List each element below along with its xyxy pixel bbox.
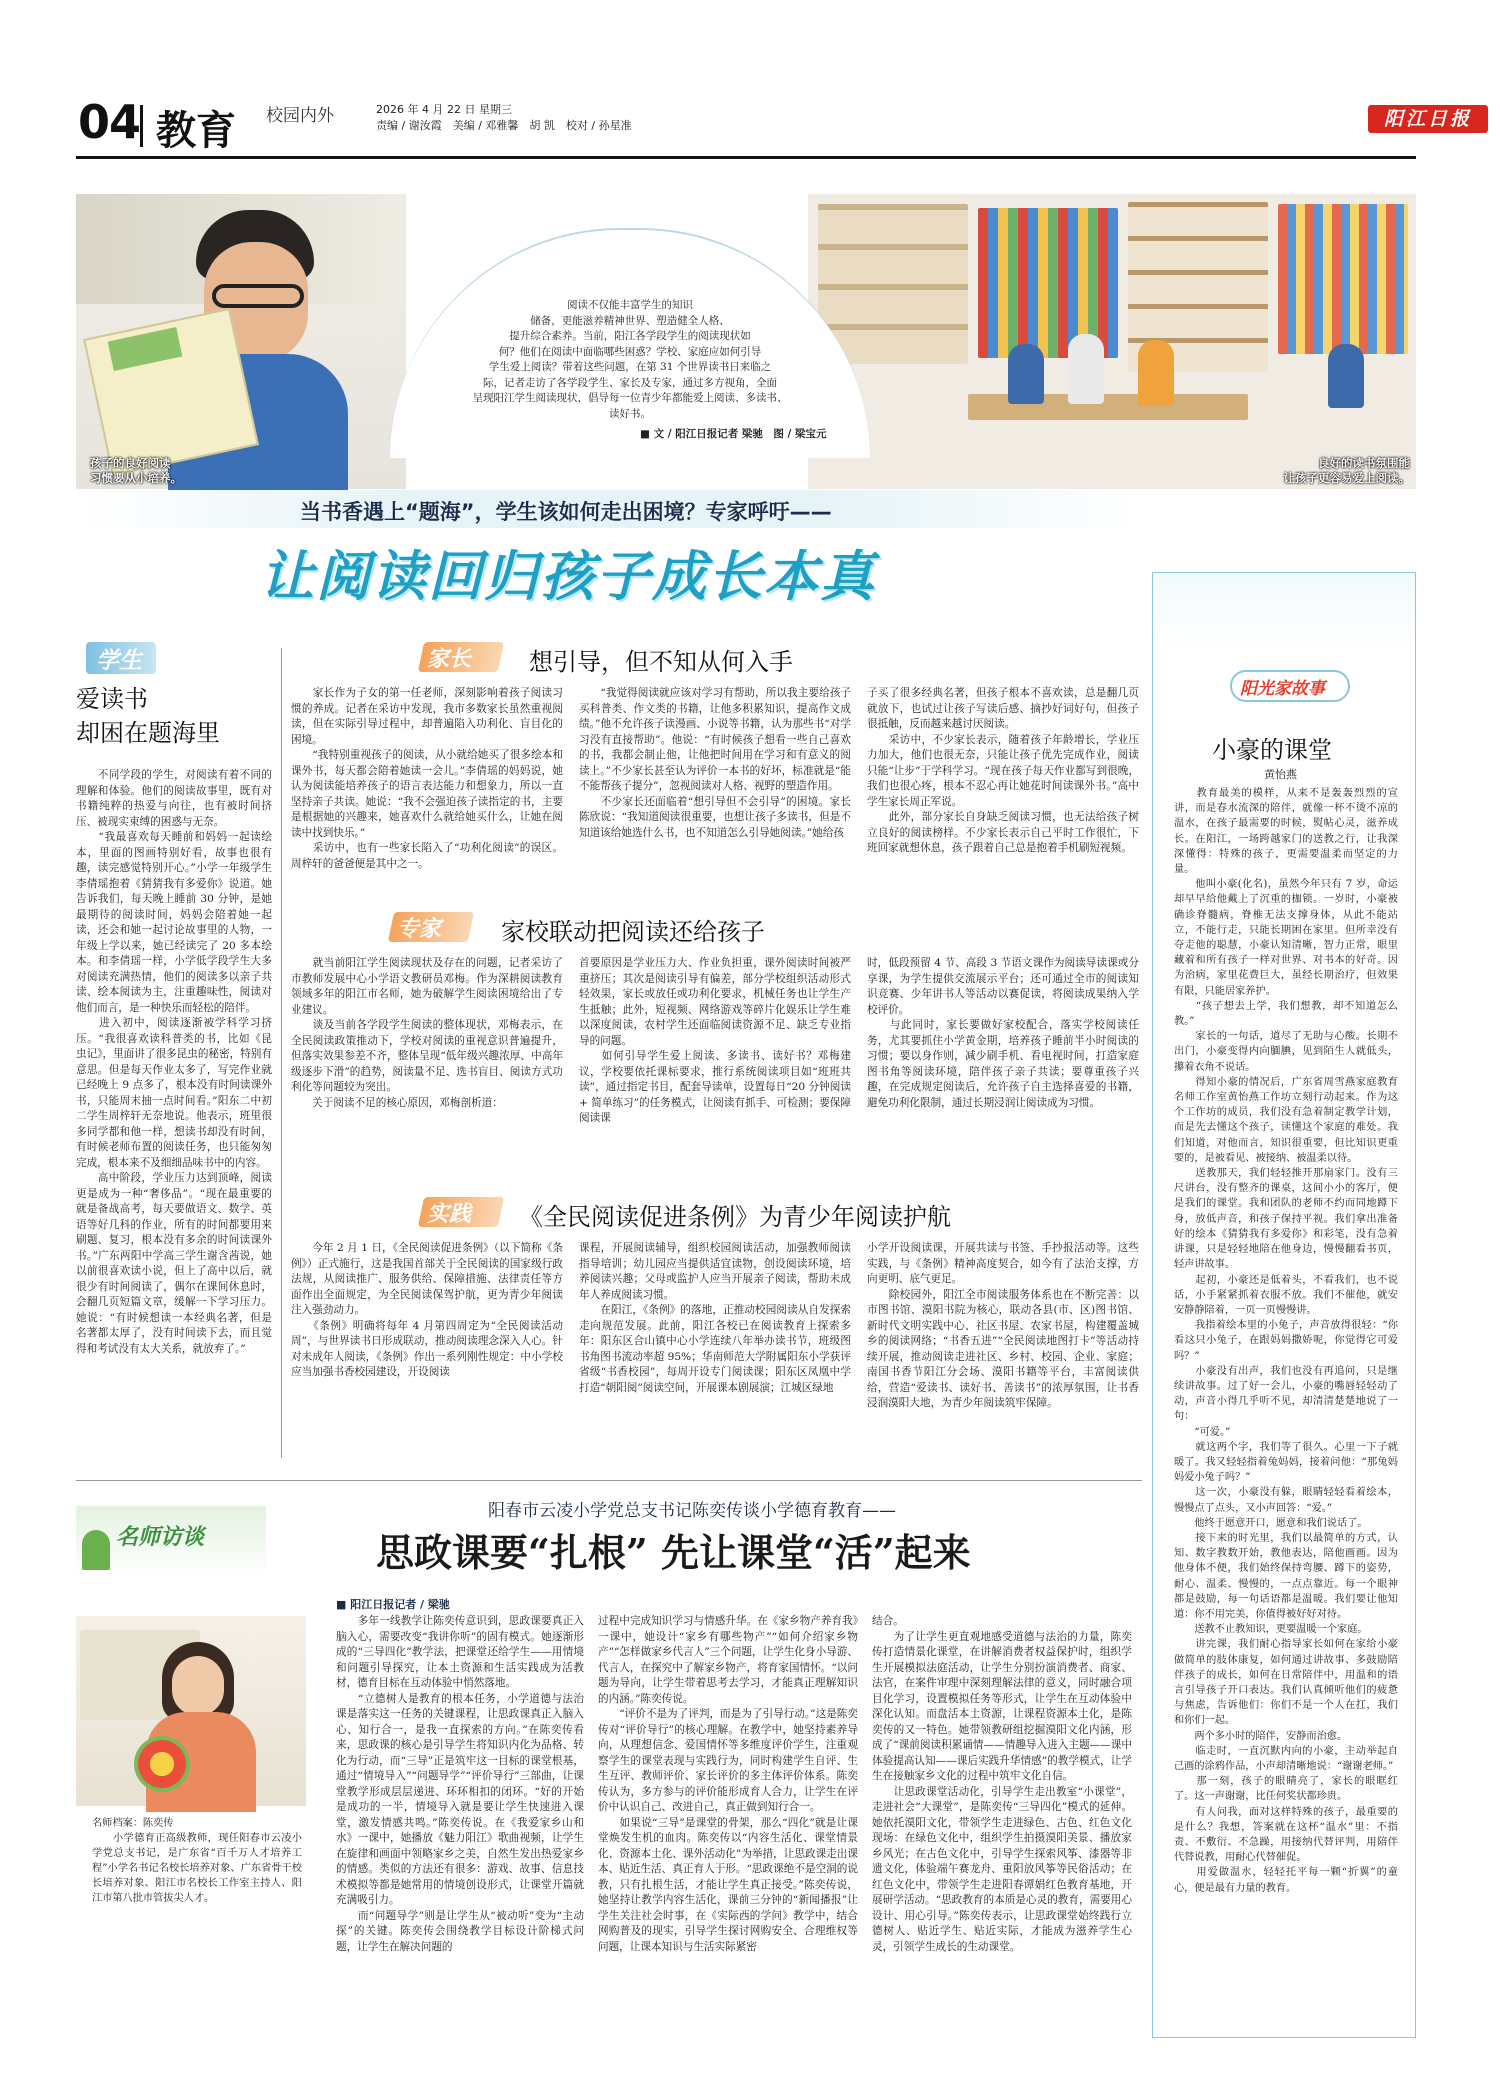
parents-col1: 家长作为子女的第一任老师，深刻影响着孩子阅读习惯的养成。记者在采访中发现，我市多数家长虽然重视阅读，但在实际引导过程中，却普遍陷入功利化、盲目化的困境。 “我特别重视孩子的阅读，从小就给她买了很多绘本和课外书，每天都会陪着她读一会儿。”李倩瑶的妈妈说，她认为阅读能培养孩子的语言表达能力和想象力，所以一直坚持亲子共读。她说：“我不会强迫孩子读指定的书，主要是根据她的兴趣来，她喜欢什么就给她买什么，让她在阅读中找到快乐。” 采访中，也有一些家长陷入了“功利化阅读”的误区。周梓轩的爸爸便是其中之一。	[291, 687, 563, 870]
kid-figure-4	[1328, 344, 1364, 408]
bookshelf-1	[818, 204, 968, 364]
experts-col3: 时，低段预留 4 节、高段 3 节语文课作为阅读导读课或分享课，为学生提供交流展示平台；还可通过全市的阅读知识竞赛、少年讲书人等活动以赛促读，将阅读成果纳入学校评价。 与此同时，家长要做好家校配合，落实学校阅读任务，尤其要抓住小学黄金期，培养孩子睡前半小时阅读的习惯；要以身作则，减少刷手机、看电视时间，打造家庭图书角等阅读环境，陪伴孩子亲子共读；要尊重孩子兴趣，在完成规定阅读后，允许孩子自主选择喜爱的书籍，避免功利化限制，通过长期浸润让阅读成为习惯。	[867, 957, 1139, 1109]
interview-divider	[76, 1480, 1142, 1481]
experts-tag-label: 专家	[397, 917, 442, 942]
family-story-column	[1152, 560, 1416, 2040]
newspaper-logo: 阳江日报	[1368, 105, 1488, 133]
byline: ■ 文 / 阳江日报记者 梁驰 图 / 梁宝元	[640, 428, 827, 440]
kicker: 当书香遇上“题海”，学生该如何走出困境？专家呼吁——	[300, 500, 832, 524]
column-rule-1	[281, 648, 282, 1458]
teacher-portrait	[76, 1616, 306, 1806]
interview-col3: 结合。 为了让学生更直观地感受道德与法治的力量，陈奕传打造情景化课堂，在讲解消费者权益保护时，组织学生开展模拟法庭活动，让学生分别扮演消费者、商家、法官，在案件审理中深刻理解法律的意义，同时融合项目化学习，设置模拟任务等形式，让学生在互动体验中深化认知。而盘活本土资源，让课程资源本土化，是陈奕传的又一特色。她带领教研组挖掘漠阳文化内涵，形成了“课前阅读积累诵情——情趣导入进入主题——课中体验提高认知——课后实践升华情感”的教学模式，让学生在接触家乡文化的过程中筑牢文化自信。 让思政课堂活动化，引导学生走出教室“小课堂”，走进社会“大课堂”，是陈奕传“三导四化”模式的延伸。她依托漠阳文化，带领学生走进绿色、古色、红色文化现场：在绿色文化中，组织学生拍摄漠阳美景、播放家乡风光；在古色文化中，引导学生探索风筝、漆器等非遗文化，体验端午赛龙舟、重阳放风筝等民俗活动；在红色文化中，带领学生走进阳春谭娟红色教育基地，开展研学活动。“思政教育的本质是心灵的教育，需要用心设计、用心引导。”陈奕传表示，让思政课堂始终践行立德树人、贴近学生、贴近实际，才能成为滋养学生心灵，引领学生成长的生动课堂。	[872, 1615, 1132, 1953]
experts-section	[291, 910, 1141, 1190]
students-tag-label: 学生	[96, 648, 142, 674]
experts-col1: 就当前阳江学生阅读现状及存在的问题，记者采访了市教师发展中心小学语文教研员邓梅。作为深耕阅读教育领域多年的阳江市名师，她为破解学生阅读困境给出了专业建议。 谈及当前各学段学生阅读的整体现状，邓梅表示，在全民阅读政策推动下，学校对阅读的重视意识普遍提升，但落实效果参差不齐，整体呈现“低年级兴趣浓厚、中高年级逐步下滑”的趋势，阅读量不足、选书盲目、阅读方式功利化等问题较为突出。 关于阅读不足的核心原因，邓梅剖析道：	[291, 957, 563, 1109]
tree-icon	[82, 1530, 110, 1570]
column-badge-label: 阳光家故事	[1240, 679, 1325, 699]
interview-col2: 过程中完成知识学习与情感升华。在《家乡物产养育我》一课中，她设计“家乡有哪些物产”“如何介绍家乡物产”“怎样做家乡代言人”三个问题，让学生化身小导游、代言人，在探究中了解家乡物产，将育家国情怀。“以问题为导向，让学生带着思考去学习，才能真正理解知识的内涵。”陈奕传说。 “评价不是为了评判，而是为了引导行动。”这是陈奕传对“评价导行”的核心理解。在教学中，她坚持素养导向，从理想信念、爱国情怀等多维度评价学生，注重观察学生的课堂表现与实践行为，同时构建学生自评、生生互评、教师评价、家长评价的多主体评价体系。陈奕传认为，多方参与的评价能形成育人合力，让学生在评价中认识自己、改进自己，真正做到知行合一。 如果说“三导”是课堂的骨架，那么“四化”就是让课堂焕发生机的血肉。陈奕传以“内容生活化、课堂情景化、资源本土化、课外活动化”为举措，让思政课走出课本、贴近生活、真正育人于形。“思政课绝不是空洞的说教，只有扎根生活，才能让学生真正接受。”陈奕传说，她坚持让教学内容生活化，课前三分钟的“新闻播报”让学生关注社会时事，在《实际西的学问》教学中，结合网购普及的现实，引导学生探讨网购安全、合理维权等问题，让课本知识与生活实际紧密	[598, 1615, 858, 1953]
column-author: 黄怡燕	[1264, 768, 1297, 781]
practice-col3: 小学开设阅读课，开展共读与书签、手抄报活动等。这些实践，与《条例》精神高度契合，如今有了法治支撑，方向更明、底气更足。 除校园外，阳江全市阅读服务体系也在不断完善：以市图书馆、漠阳书院为核心，联动各县(市、区)图书馆、新时代文明实践中心、社区书屋、农家书屋，构建覆盖城乡的阅读网络；“书香五进”“全民阅读地图打卡”等活动持续开展，推动阅读走进社区、乡村、校园、企业、家庭；南国书香节阳江分会场、漠阳书籍等平台，丰富阅读供给，营造“爱读书、读好书、善读书”的浓厚氛围，让书香浸润漠阳大地，为青少年阅读筑牢保障。	[867, 1242, 1139, 1409]
page-number: 04	[78, 95, 141, 149]
glasses-icon	[212, 284, 304, 308]
kid-figure-3	[1138, 340, 1174, 406]
practice-col2: 课程，开展阅读辅导，组织校园阅读活动，加强教师阅读指导培训；幼儿园应当提供适宜读物，创设阅读环境，培养阅读兴趣；父母或监护人应当开展亲子阅读，帮助未成年人养成阅读习惯。 在阳江，《条例》的落地，正推动校园阅读从自发探索走向规范发展。此前，阳江各校已在阅读教育上探索多年：阳东区合山镇中心小学连续八年举办读书节，班级图书角图书流动率超 95%；华南师范大学附属阳东小学获评省级“书香校园”，每周开设专门阅读课；阳东区凤凰中学打造“朝阳阅”阅读空间，开展课本剧展演；江城区绿地	[579, 1242, 851, 1394]
caption-left: 孩子的良好阅读 习惯要从小培养。	[90, 456, 182, 485]
practice-title: 《全民阅读促进条例》为青少年阅读护航	[519, 1203, 951, 1231]
interview-badge: 名师访谈	[116, 1525, 205, 1550]
parents-col3: 子买了很多经典名著，但孩子根本不喜欢读，总是翻几页就放下，也试过让孩子写读后感、摘抄好词好句，但孩子很抵触，反而越来越讨厌阅读。 采访中，不少家长表示，随着孩子年龄增长，学业压力加大，他们也很无奈，只能让孩子优先完成作业，阅读只能“让步”于学科学习。“现在孩子每天作业都写到很晚，我们也很心疼，根本不忍心再让她花时间读课外书。”高中学生家长周正军说。 此外，部分家长自身缺乏阅读习惯，也无法给孩子树立良好的阅读榜样。不少家长表示自己平时工作很忙，下班回家就想休息，孩子跟着自己总是抱着手机刷短视频。	[867, 687, 1139, 854]
bookshelf-2	[978, 208, 1118, 358]
photo-student-reading	[76, 194, 406, 489]
interview-byline: ■ 阳江日报记者 / 梁驰	[336, 1598, 450, 1611]
column-body: 教育最美的模样，从来不是轰轰烈烈的宣讲，而是春水流深的陪伴，就像一杯不烫不凉的温水，在孩子最需要的时候，熨帖心灵，滋养成长。在阳江，一场跨越家门的送教之行，让我深深懂得：特殊的孩子，更需要温柔而坚定的力量。 他叫小豪(化名)，虽然今年只有 7 岁，命运却早早给他戴上了沉重的枷锁。一岁时，小豪被确诊脊髓病，脊椎无法支撑身体，从此不能站立，不能行走，只能长期困在家里。但所幸没有夺走他的聪慧，小豪认知清晰，智力正常，眼里藏着和所有孩子一样对世界、对书本的好奇。因为治病，家里花费巨大，虽经长期治疗，但效果有限，只能居家养护。 “孩子想去上学，我们想教，却不知道怎么教。” 家长的一句话，道尽了无助与心酸。长期不出门，小豪变得内向腼腆，见到陌生人就低头，攥着衣角不说话。 得知小豪的情况后，广东省周雪燕家庭教育名师工作室黄怡燕工作坊立刻行动起来。作为这个工作坊的成员，我们没有急着制定教学计划，而是先去懂这个孩子，读懂这个家庭的难处。我们知道，对他而言，知识很重要，但比知识更重要的，是被看见、被接纳、被温柔以待。 送教那天，我们轻轻推开那扇家门。没有三尺讲台，没有整齐的课桌，这间小小的客厅，便是我们的课堂。我和团队的老师不约而同地蹲下身，放低声音，和孩子保持平视。我们拿出准备好的绘本《猜猜我有多爱你》和彩笔，没有急着讲课，只是轻轻地陪在他身边，慢慢翻看书页，轻声讲故事。 起初，小豪还是低着头，不看我们，也不说话，小手紧紧抓着衣服不放。我们不催他，就安安静静陪着，一页一页慢慢讲。 我指着绘本里的小兔子，声音放得很轻：“你看这只小兔子，在跟妈妈撒娇呢，你觉得它可爱吗？” 小豪没有出声，我们也没有再追问，只是继续讲故事。过了好一会儿，小豪的嘴唇轻轻动了动，声音小得几乎听不见，却清清楚楚地说了一句： “可爱。” 就这两个字，我们等了很久。心里一下子就暖了。我又轻轻指着兔妈妈，接着问他：“那兔妈妈爱小兔子吗？” 这一次，小豪没有躲，眼睛轻轻看着绘本，慢慢点了点头，又小声回答：“爱。” 他终于愿意开口，愿意和我们说话了。 接下来的时光里，我们以最简单的方式，认知、数字教数开始，教他表达，陪他画画。因为他身体不便，我们始终保持弯腰、蹲下的姿势，耐心、温柔、慢慢的，一点点靠近。每一个眼神都是鼓励，每一句话语都是温暖。我们要让他知道：你不用完美，你值得被好好对待。 送教不止教知识，更要温暖一个家庭。 讲完课，我们耐心指导家长如何在家给小豪做简单的肢体康复，如何通过讲故事、多鼓励陪伴孩子的成长，如何在日常陪伴中，用温和的语言引导孩子开口表达。我们认真倾听他们的疲惫与焦虑，告诉他们：你们不是一个人在扛，我们和你们一起。 两个多小时的陪伴，安静而治愈。 临走时，一直沉默内向的小豪，主动举起自己画的涂鸦作品，小声却清晰地说：“谢谢老师。” 那一刻，孩子的眼睛亮了，家长的眼眶红了。这一声谢谢，比任何奖状都珍贵。 有人问我，面对这样特殊的孩子，最重要的是什么？我想，答案就在这杯“温水”里：不指责、不敷衍、不急躁，用接纳代替评判，用陪伴代替说教，用耐心代替催促。 用爱做温水，轻轻托平每一颗“折翼”的童心，便是最有力量的教育。	[1174, 788, 1398, 1894]
portrait-face	[172, 1656, 224, 1716]
interview-headline: 思政课要“扎根” 先让课堂“活”起来	[376, 1530, 971, 1575]
photo-library	[808, 194, 1416, 489]
teacher-profile: 名师档案：陈奕传 小学德育正高级教师，现任阳春市云凌小学党总支书记，是广东省“百千万人才培养工程”小学名书记名校长培养对象、广东省骨干校长培养对象、阳江市名校长工作室主持人、阳江市第八批市管拔尖人才。	[92, 1818, 302, 1904]
students-section	[76, 640, 274, 1470]
header-rule	[76, 156, 1416, 159]
bookshelf-4	[1278, 204, 1408, 354]
interview-col1: 多年一线教学让陈奕传意识到，思政课要真正入脑入心，需要改变“我讲你听”的固有模式。她逐渐形成的“三导四化”教学法，把课堂还给学生——用情境和问题引导探究，让本土资源和生活实践成为活教材，德育目标在互动体验中悄然落地。 “立德树人是教育的根本任务，小学道德与法治课是落实这一任务的关键课程，让思政课真正入脑入心、知行合一，是我一直探索的方向。”在陈奕传看来，思政课的核心是引导学生将知识内化为品格、转化为行动，而“三导”正是筑牢这一目标的课堂根基，通过“情境导入”“问题导学”“评价导行”三部曲，让课堂教学形成层层递进、环环相扣的闭环。“好的开始是成功的一半，情境导入就是要让学生快速进入课堂，激发情感共鸣。”陈奕传说。在《我爱家乡山和水》一课中，她播放《魅力阳江》歌曲视频，让学生在旋律和画面中领略家乡之美，自然生发出热爱家乡的情感。类似的方法还有很多：游戏、故事、信息技术模拟等都是她常用的情境创设形式，让课堂开篇就充满吸引力。 而“问题导学”则是让学生从“被动听”变为“主动探”的关键。陈奕传会围绕教学目标设计阶梯式问题，让学生在解决问题的	[336, 1615, 584, 1953]
header-divider	[140, 105, 143, 147]
interview-kicker: 阳春市云凌小学党总支书记陈奕传谈小学德育教育——	[488, 1501, 896, 1521]
subsection-title: 校园内外	[266, 106, 334, 126]
students-body: 不同学段的学生，对阅读有着不同的理解和体验。他们的阅读故事里，既有对书籍纯粹的热爱与向往，也有被时间挤压、被现实束缚的困惑与无奈。 “我最喜欢每天睡前和妈妈一起读绘本，里面的图画特别好看，故事也很有趣，读完感觉特别开心。”小学一年级学生李倩瑶抱着《猜猜我有多爱你》说道。她告诉我们，每天晚上睡前 30 分钟，是她最期待的阅读时间，妈妈会陪着她一起读，还会和她一起讨论故事里的人物，一年级上学以来，她已经读完了 20 多本绘本。和李倩瑶一样，小学低学段学生大多对阅读充满热情，他们的阅读多以亲子共读、绘本阅读为主，注重趣味性，阅读对他们而言，是一种快乐而轻松的陪伴。 进入初中，阅读逐渐被学科学习挤压。“我很喜欢读科普类的书，比如《昆虫记》，里面讲了很多昆虫的秘密，特别有意思。但是每天作业太多了，写完作业就已经晚上 9 点多了，根本没有时间读课外书，只能周末抽一点时间看。”阳东二中初二学生周梓轩无奈地说。他表示，班里很多同学都和他一样，想读书却没有时间，有时候老师布置的阅读任务，也只能匆匆完成，根本来不及细细品味书中的内容。 高中阶段，学业压力达到顶峰，阅读更是成为一种“奢侈品”。“现在最重要的就是备战高考，每天要做语文、数学、英语等好几科的作业，所有的时间都要用来刷题、复习，根本没有多余的时间读课外书。”广东两阳中学高三学生谢含茜说，她以前很喜欢读小说，但上了高中以后，就很少有时间阅读了，偶尔在课间休息时，会翻几页短篇文章，缓解一下学习压力。她说：“有时候想读一本经典名著，但是名著都太厚了，没有时间读下去，而且觉得和考试没有太大关系，就放弃了。”	[76, 769, 272, 1355]
parents-tag-label: 家长	[427, 647, 472, 672]
interview-section	[76, 1486, 1146, 2046]
editor-credits: 责编 / 谢汝霞 美编 / 邓雅馨 胡 凯 校对 / 孙星准	[376, 119, 632, 132]
section-title: 教育	[156, 108, 236, 154]
intro-text: 阅读不仅能丰富学生的知识 储备，更能滋养精神世界、塑造健全人格、 提升综合素养。当前，阳江各学段学生的阅读现状如 何？他们在阅读中面临哪些困惑？学校、家庭应如何引导 学生爱上阅读？带着这些问题，在第 31 个世界读书日来临之 际，记者走访了各学段学生、家长及专家，通过多方视角，全面 呈现阳江学生阅读现状，倡导每一位青少年都能爱上阅读、多读书、 读好书。	[472, 299, 788, 420]
experts-title: 家校联动把阅读还给孩子	[501, 918, 765, 946]
parents-title: 想引导，但不知从何入手	[529, 648, 793, 676]
experts-col2: 首要原因是学业压力大、作业负担重，课外阅读时间被严重挤压；其次是阅读引导有偏差，部分学校组织活动形式轻效果，家长或放任或功利化要求，机械任务也让学生产生抵触；此外，短视频、网络游戏等碎片化娱乐让学生难以深度阅读，农村学生还面临阅读资源不足、缺乏专业指导的问题。 如何引导学生爱上阅读、多读书、读好书？邓梅建议，学校要依托课标要求，推行系统阅读项目如“班班共读”，通过指定书目，配套导读单，设置每日“20 分钟阅读 + 简单练习”的任务模式，让阅读有抓手、可检测；要保障阅读课	[579, 957, 851, 1124]
students-subtitle: 爱读书 却困在题海里	[76, 685, 220, 747]
practice-tag-label: 实践	[427, 1202, 472, 1227]
flower-bouquet	[134, 1736, 190, 1792]
parents-section	[291, 640, 1141, 900]
kid-figure-1	[1008, 344, 1044, 404]
practice-section	[291, 1195, 1141, 1465]
headline: 让阅读回归孩子成长本真	[260, 545, 876, 608]
parents-col2: “我觉得阅读就应该对学习有帮助，所以我主要给孩子买科普类、作文类的书籍，让他多积累知识，提高作文成绩。”他不允许孩子读漫画、小说等书籍，认为那些书“对学习没有直接帮助”。他说：“有时候孩子想看一些自己喜欢的书，我都会制止他，让他把时间用在学习和有意义的阅读上。”不少家长甚至认为评价一本书的好坏，标准就是“能不能帮孩子提分”，忽视阅读对人格、视野的塑造作用。 不少家长还面临着“想引导但不会引导”的困境。家长陈欣说：“我知道阅读很重要，也想让孩子多读书，但是不知道该给她选什么书，也不知道怎么引导她阅读。”她给孩	[579, 687, 851, 839]
issue-date: 2026 年 4 月 22 日 星期三	[376, 103, 512, 116]
kid-figure-2	[1068, 334, 1104, 404]
caption-right: 良好的读书氛围能 让孩子更容易爱上阅读。	[1283, 456, 1410, 485]
page-header	[76, 95, 1472, 155]
practice-col1: 今年 2 月 1 日，《全民阅读促进条例》（以下简称《条例》）正式施行，这是我国首部关于全民阅读的国家级行政法规，从阅读推广、服务供给、保障措施、法律责任等方面作出全面规定，为全民阅读保驾护航，更为青少年阅读注入强劲动力。 《条例》明确将每年 4 月第四周定为“全民阅读活动周”，与世界读书日形成联动，推动阅读理念深入人心。针对未成年人阅读，《条例》作出一系列刚性规定：中小学校应当加强书香校园建设，开设阅读	[291, 1242, 563, 1378]
column-title: 小豪的课堂	[1212, 736, 1332, 764]
